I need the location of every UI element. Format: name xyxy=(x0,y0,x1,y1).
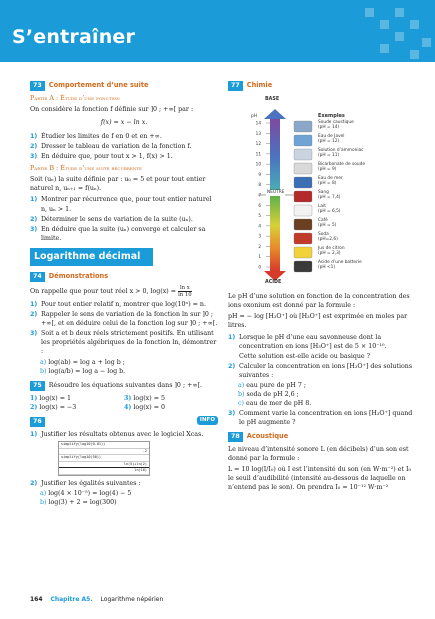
ph-tick-label: 1 xyxy=(258,254,261,260)
example-ph: (pH = 8) xyxy=(318,181,337,186)
example-name: Bicarbonate de soude xyxy=(318,162,366,167)
part-a-title: Partie A : Étude d’une fonction xyxy=(30,94,120,102)
question: 3) En déduire que la suite (uₙ) converge et calculer sa limite. xyxy=(30,225,206,242)
ex77-questions xyxy=(228,333,414,381)
left-column xyxy=(30,80,218,507)
neutral-label: NEUTRE xyxy=(267,190,285,195)
ph-tick-label: 2 xyxy=(258,243,261,249)
ph-scale-figure xyxy=(228,97,414,287)
ph-tick-label: 10 xyxy=(255,161,261,167)
exercise-75-header: 75 Résoudre les équations suivantes dans ]0 ; +∞[. xyxy=(30,380,218,391)
example-label xyxy=(318,260,362,270)
subquestion: b) log(a/b) = log a − log b. xyxy=(40,367,126,375)
page-footer xyxy=(30,596,163,605)
fraction: $\frac{\text{ln x}}{\ln 10}$ xyxy=(178,284,192,298)
decor-square xyxy=(410,50,419,59)
example-label xyxy=(318,148,364,158)
ph-tick-label: 13 xyxy=(255,130,261,136)
question: 2) Dresser le tableau de variation de la fonction f. xyxy=(30,142,192,150)
example-name: Soude caustique xyxy=(318,120,354,125)
ex73-intro: On considère la fonction f définie sur ]0 ; +∞[ par : xyxy=(30,106,194,114)
product-illustration xyxy=(294,121,312,132)
subquestion: a) eau pure de pH 7 ; xyxy=(238,382,306,390)
question: 2) Rappeler le sens de variation de la fonction ln sur ]0 ; +∞[, et en déduire celui de la fonction log sur ]0 ; +∞[. xyxy=(30,310,218,328)
product-illustration xyxy=(294,233,312,244)
example-label xyxy=(318,232,338,242)
question: 1) Pour tout entier relatif n, montrer que log(10ⁿ) = n. xyxy=(30,300,206,308)
example-label xyxy=(318,162,365,172)
subquestion: b) log(3) + 2 = log(300) xyxy=(40,498,117,506)
example-ph: (pH = 5) xyxy=(318,223,337,228)
ex77-subquestions xyxy=(228,381,414,408)
ph-tick-label: 6 xyxy=(258,202,261,208)
chapter-label: Chapitre A5. xyxy=(50,596,93,603)
ph-tick-label: 11 xyxy=(255,151,261,157)
ex76-questions-2 xyxy=(30,479,218,488)
question: 3) Soit a et b deux réels strictement positifs. En utilisant les propriétés algébriques de la fonction ln, démontrer : xyxy=(30,330,217,356)
question: Cette solution est-elle acide ou basique ? xyxy=(239,352,371,360)
ph-tick-label: 3 xyxy=(258,233,261,239)
chapter-title: Logarithme népérien xyxy=(100,596,164,603)
ph-tick-label: 5 xyxy=(258,213,261,219)
example-ph: (pH = 12) xyxy=(318,139,340,144)
decor-square xyxy=(380,44,389,53)
acid-label: ACIDE xyxy=(265,280,282,285)
ex74-questions xyxy=(30,300,218,357)
ex77-text1: Le pH d’une solution en fonction de la concentration des ions oxonium est donné par la formule : xyxy=(228,293,410,310)
exercise-number: 73 xyxy=(30,81,45,91)
example-name: Sang xyxy=(318,190,329,195)
product-illustration xyxy=(294,149,312,160)
example-name: Soda xyxy=(318,232,329,237)
example-name: Lait xyxy=(318,204,326,209)
header-band xyxy=(0,0,435,62)
ex75-row xyxy=(30,394,218,403)
product-illustration xyxy=(294,135,312,146)
ex73-formula: f(x) = x − ln x. xyxy=(100,119,148,127)
question: 1) Lorsque le pH d’une eau savonneuse dont la concentration en ions [H₃O⁺] est de 5 × 10⁻¹⁰. xyxy=(228,333,387,350)
subquestion: b) soda de pH 2,6 ; xyxy=(238,391,299,399)
part-b-title: Partie B : Étude d’une suite récurrente xyxy=(30,163,142,172)
ex78-text2: L = 10 log(I/I₀) où I est l’intensité du son (en W·m⁻²) et I₀ le seuil d’audibilité (intensité au-dessous de laquelle on n’entend pas le son). On prendra I₀ = 10⁻¹² W·m⁻² xyxy=(228,466,412,492)
exercise-77-header: 77 Chimie xyxy=(228,80,414,91)
product-illustration xyxy=(294,247,312,258)
example-label xyxy=(318,246,345,256)
product-illustration xyxy=(294,261,312,272)
example-name: Jus de citron xyxy=(318,246,345,251)
base-arrow xyxy=(264,109,286,119)
exercise-title: Comportement d’une suite xyxy=(48,81,149,89)
example-label xyxy=(318,218,336,228)
decor-square xyxy=(422,38,431,47)
equation: 4) log(x) = 0 xyxy=(124,403,165,411)
ph-tick-label: 14 xyxy=(255,120,261,126)
question: 1) Montrer par récurrence que, pour tout entier naturel n, uₙ > 1. xyxy=(30,196,212,213)
example-label xyxy=(318,120,354,130)
product-illustration xyxy=(294,205,312,216)
example-ph: (pH = 9) xyxy=(318,167,337,172)
product-illustration xyxy=(294,219,312,230)
example-ph: (pH=2,6) xyxy=(318,237,338,242)
question: 3) Comment varie la concentration en ions [H₃O⁺] quand le pH augmente ? xyxy=(228,409,413,426)
page-title: S’entraîner xyxy=(12,26,136,48)
exercise-73-header xyxy=(30,80,218,91)
example-ph: (pH = 2,3) xyxy=(318,251,341,256)
example-name: Café xyxy=(318,218,328,223)
example-ph: (pH = 11) xyxy=(318,153,340,158)
exercise-78-header: 78 Acoustique xyxy=(228,431,414,442)
ex73-questions-b xyxy=(30,195,218,243)
equation: 2) log(x) = −3 xyxy=(30,403,77,411)
ph-tick-label: 0 xyxy=(258,264,261,270)
right-column xyxy=(228,80,414,494)
example-ph: (pH = 7,4) xyxy=(318,195,341,200)
question: 1) Justifier les résultats obtenus avec le logiciel Xcas. xyxy=(30,431,204,439)
ex74-intro: On rappelle que pour tout réel x > 0, log(x) = $\frac{\text{ln x}}{\ln 10}$ xyxy=(30,284,192,298)
example-name: Solution d’ammoniac xyxy=(318,148,364,153)
example-label xyxy=(318,134,344,144)
example-ph: (pH = 6,5) xyxy=(318,209,341,214)
ex76-subquestions xyxy=(30,489,218,507)
example-label xyxy=(318,190,340,200)
decor-square xyxy=(365,8,374,17)
subquestion: a) log(4 × 10⁻⁵) = log(4) − 5 xyxy=(40,489,132,497)
example-name: Acide d’une batterie xyxy=(318,260,362,265)
example-label xyxy=(318,204,340,214)
ph-tick-label: 8 xyxy=(258,182,261,188)
question: 2) Déterminer le sens de variation de la suite (uₙ). xyxy=(30,215,193,223)
product-illustration xyxy=(294,177,312,188)
product-illustration xyxy=(294,191,312,202)
ph-tick-label: 4 xyxy=(258,223,261,229)
example-ph: (pH = 14) xyxy=(318,125,340,130)
subquestion: c) eau de mer de pH 8. xyxy=(238,400,312,408)
page-number: 164 xyxy=(30,596,43,603)
decor-square xyxy=(395,8,404,17)
question: 1) Étudier les limites de f en 0 et en +∞. xyxy=(30,132,162,140)
equation: 3) log(x) = 5 xyxy=(124,394,165,402)
ph-tick-label: 9 xyxy=(258,171,261,177)
exercise-74-header: 74 Démonstrations xyxy=(30,271,218,282)
decor-square xyxy=(380,20,389,29)
ph-tick-label: 12 xyxy=(255,141,261,147)
ex78-text1: Le niveau d’intensité sonore L (en décibels) d’un son est donné par la formule : xyxy=(228,445,409,462)
question: 2) Calculer la concentration en ions [H₃O⁺] des solutions suivantes : xyxy=(228,362,413,379)
ex73-intro-b: Soit (uₙ) la suite définie par : u₀ = 5 et pour tout entier naturel n, uₙ₊₁ = f(uₙ). xyxy=(30,176,206,193)
examples-heading: Exemples xyxy=(318,113,345,119)
exercise-76-header: 76 INFO xyxy=(30,416,218,427)
question: 2) Justifier les égalités suivantes : xyxy=(30,479,141,487)
section-title: Logarithme décimal xyxy=(30,248,153,266)
base-label: BASE xyxy=(265,97,280,102)
ex76-questions xyxy=(30,430,218,439)
equation: 1) log(x) = 1 xyxy=(30,394,71,402)
ex73-questions xyxy=(30,132,218,161)
ph-axis-label: pH xyxy=(251,114,257,119)
decor-square xyxy=(410,20,419,29)
ex74-subquestions xyxy=(30,358,218,376)
info-badge: INFO xyxy=(197,416,218,425)
example-label xyxy=(318,176,343,186)
subquestion: a) log(ab) = log a + log b ; xyxy=(40,358,125,366)
xcas-screenshot: simplify(log10(0.01)) -2 simplify(log10(50)) ln(5)+ln(2) ln(10) xyxy=(58,441,150,476)
ex75-row xyxy=(30,403,218,412)
product-illustration xyxy=(294,163,312,174)
decor-square xyxy=(395,32,404,41)
ph-tick-label: 7 xyxy=(258,192,261,198)
question: 3) En déduire que, pour tout x > 1, f(x) > 1. xyxy=(30,152,173,160)
ex77-questions-3 xyxy=(228,409,414,427)
example-name: Eau de Javel xyxy=(318,134,345,139)
example-name: Eau de mer xyxy=(318,176,343,181)
example-ph: (pH <1) xyxy=(318,265,336,270)
ex77-text2: pH = − log [H₃O⁺] où [H₃O⁺] est exprimée en moles par litres. xyxy=(228,313,408,330)
